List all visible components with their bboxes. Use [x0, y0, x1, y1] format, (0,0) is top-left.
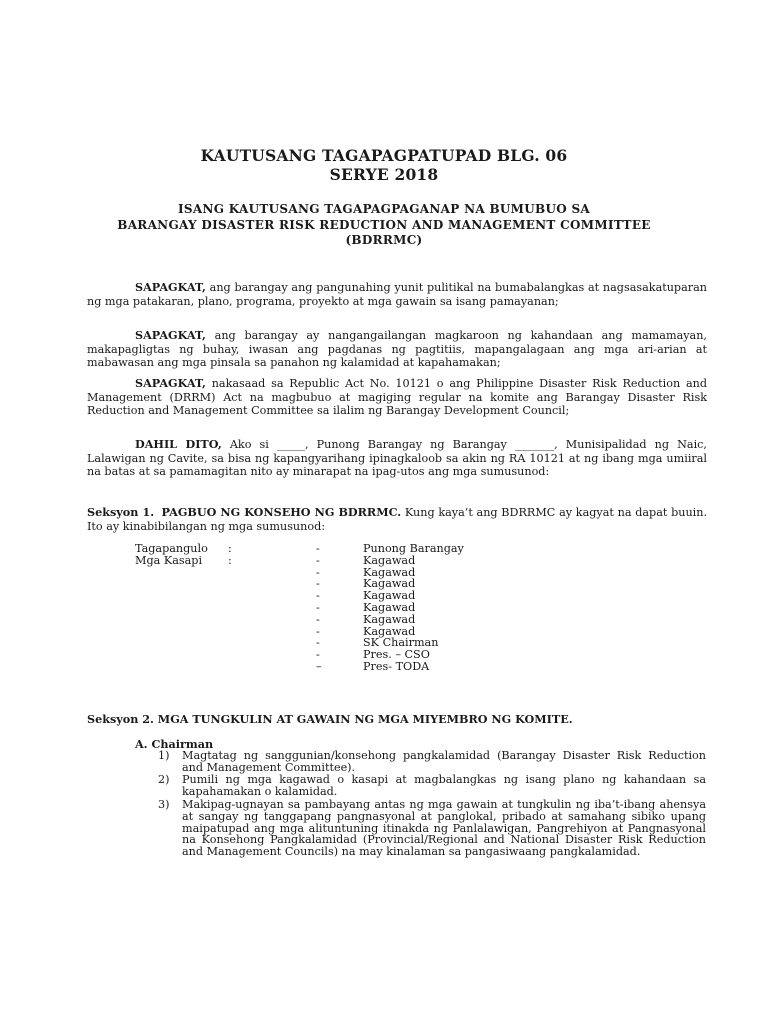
role-value: Kagawad [363, 589, 416, 603]
duty-text: Pumili ng mga kagawad o kasapi at magbalangkas ng isang plano ng kahandaan sa kapahamakan o kalamidad. [182, 773, 706, 798]
section-1-text: Kung kaya’t ang BDRRMC ay kagyat na dapat buuin. Ito ay kinabibilangan ng mga sumusunod: [87, 506, 707, 533]
role-dash: - [316, 542, 320, 555]
paragraph-text: Ako si _____, Punong Barangay ng Barangay _______, Munisipalidad ng Naic, Lalawigan ng Cavite, sa bisa ng kapangyarihang ipinagkaloob sa akin ng RA 10121 at ng ibang mga umiiral na batas at sa pamamagitan nito ay minarapat na ipag-utos ang mga sumusunod: [87, 438, 707, 479]
therefore-paragraph [87, 438, 707, 479]
paragraph-text: ang barangay ay nangangailangan magkaroon ng kahandaan ang mamamayan, makapagligtas ng buhay, iwasan ang pagdanas ng pagtitiis, mapangalagaan ang mga ari-arian at mabawasan ang mga pinsala sa panahon ng kalamidad at kapahamakan; [87, 329, 707, 370]
role-value: Pres. – CSO [363, 648, 430, 662]
committee-member-list [135, 543, 555, 673]
role-value: Kagawad [363, 612, 416, 626]
list-item [158, 799, 706, 858]
document-series: SERYE 2018 [329, 165, 439, 184]
role-label: Tagapangulo [135, 542, 208, 555]
list-item [135, 590, 555, 602]
role-label: Mga Kasapi [135, 553, 203, 567]
role-dash: - [316, 648, 320, 662]
section-1 [87, 506, 707, 533]
role-dash: - [316, 612, 320, 626]
duty-text: Magtatag ng sanggunian/konsehong pangkalamidad (Barangay Disaster Risk Reduction and Management Committee). [182, 749, 706, 774]
role-value: Kagawad [363, 565, 416, 579]
paragraph-text: nakasaad sa Republic Act No. 10121 o ang Philippine Disaster Risk Reduction and Management (DRRM) Act na magbubuo at magiging regular na komite ang Barangay Disaster Risk Reduction and Management Committee sa ilalim ng Barangay Development Council; [87, 377, 707, 418]
role-dash: - [316, 624, 320, 638]
duty-number: 3) [158, 798, 170, 811]
paragraph-text: ang barangay ang pangunahing yunit pulitikal na bumabalangkas at nagsasakatuparan ng mga patakaran, plano, programa, proyekto at mga gawain sa isang pamayanan; [87, 281, 707, 308]
document-subtitle-line3: (BDRRMC) [345, 233, 423, 247]
section-2-heading: Seksyon 2. MGA TUNGKULIN AT GAWAIN NG MGA MIYEMBRO NG KOMITE. [87, 712, 573, 726]
role-value: Kagawad [363, 600, 416, 614]
role-dash: - [316, 553, 320, 567]
list-item [135, 626, 555, 638]
duty-text: Makipag-ugnayan sa pambayang antas ng mga gawain at tungkulin ng iba’t-ibang ahensya at sangay ng tanggapang pangnasyonal at panglokal, pribado at samahang sibiko upang maipatupad ang mga alituntuning itinakda ng Panlalawigan, Pangrehiyon at Pangnasyonal na Konsehong Pangkalamidad (Provincial/Regional and National Disaster Risk Reduction and Management Councils) na may kinalaman sa pangasiwaang pangkalamidad. [182, 798, 706, 859]
role-dash: - [316, 589, 320, 603]
list-item [135, 578, 555, 590]
chairman-subheading: A. Chairman [135, 737, 214, 751]
whereas-paragraph-2 [87, 329, 707, 370]
list-item [135, 602, 555, 614]
role-value: Kagawad [363, 553, 416, 567]
role-dash: – [316, 659, 322, 673]
paragraph-lead: SAPAGKAT, [135, 376, 206, 390]
document-title: KAUTUSANG TAGAPAGPATUPAD BLG. 06 [200, 146, 568, 165]
section-1-label: Seksyon 1. [87, 505, 155, 519]
duty-number: 1) [158, 749, 170, 762]
role-value: Pres- TODA [363, 659, 430, 673]
list-item [135, 637, 555, 649]
list-item [135, 614, 555, 626]
role-value: Kagawad [363, 624, 416, 638]
document-subtitle-line2: BARANGAY DISASTER RISK REDUCTION AND MANAGEMENT COMMITTEE [117, 218, 651, 232]
list-item [158, 774, 706, 798]
list-item [135, 661, 555, 673]
role-colon: : [228, 542, 232, 555]
paragraph-lead: DAHIL DITO, [135, 437, 222, 451]
whereas-paragraph-1 [87, 281, 707, 308]
role-dash: - [316, 636, 320, 650]
whereas-paragraph-3 [87, 377, 707, 418]
document-subtitle-line1: ISANG KAUTUSANG TAGAPAGPAGANAP NA BUMUBUO SA [177, 202, 591, 216]
list-item [135, 567, 555, 579]
role-dash: - [316, 565, 320, 579]
paragraph-lead: SAPAGKAT, [135, 328, 206, 342]
list-item [135, 649, 555, 661]
section-1-heading: PAGBUO NG KONSEHO NG BDRRMC. [161, 505, 402, 519]
role-value: Kagawad [363, 577, 416, 591]
role-value: SK Chairman [363, 636, 439, 650]
list-item [135, 555, 555, 567]
paragraph-lead: SAPAGKAT, [135, 280, 206, 294]
role-dash: - [316, 577, 320, 591]
duty-number: 2) [158, 773, 170, 786]
role-dash: - [316, 600, 320, 614]
list-item [158, 750, 706, 774]
role-value: Punong Barangay [363, 542, 464, 555]
role-colon: : [228, 553, 232, 567]
